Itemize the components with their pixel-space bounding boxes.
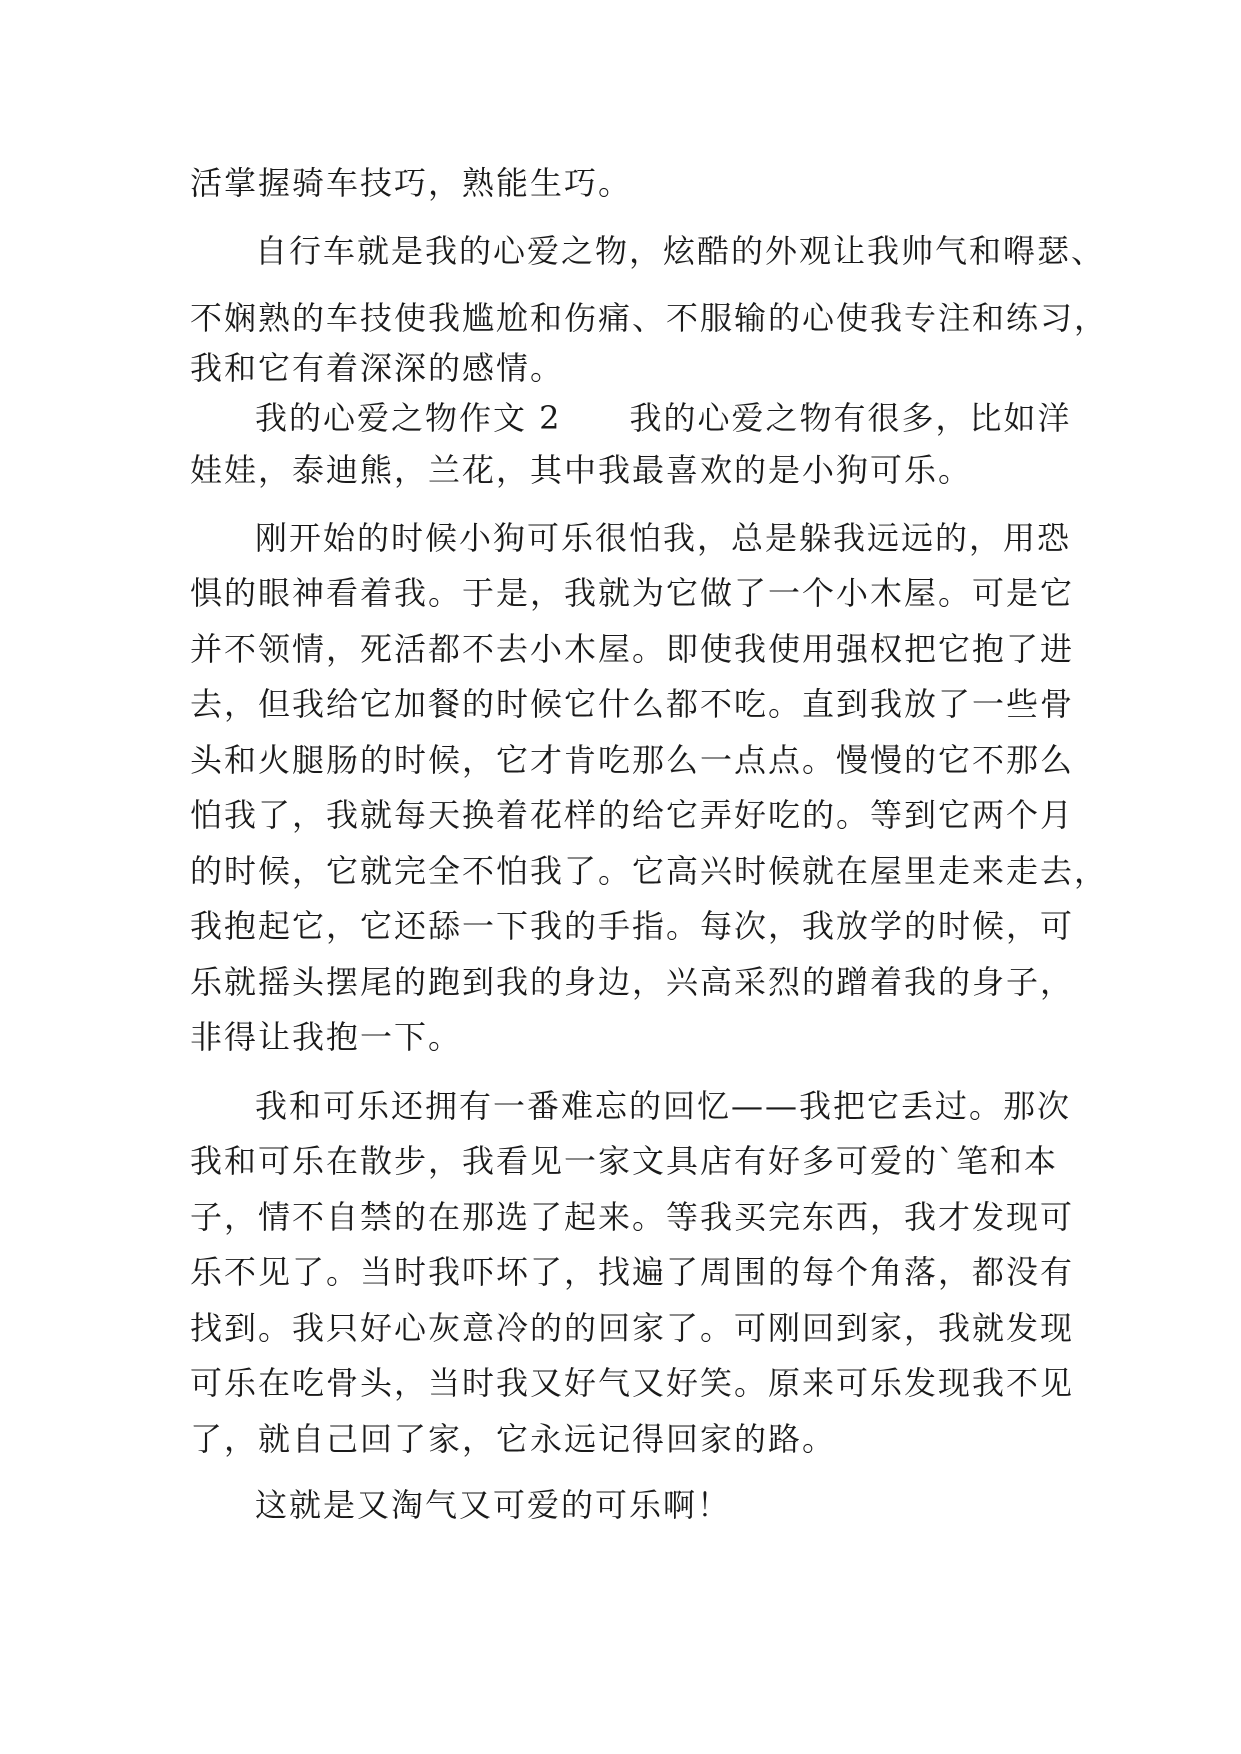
text-line: 不娴熟的车技使我尴尬和伤痛、不服输的心使我专注和练习， [190,299,1109,337]
text-line: 并不领情，死活都不去小木屋。即使我使用强权把它抱了进 [190,630,1075,668]
text-line: 头和火腿肠的时候，它才肯吃那么一点点。慢慢的它不那么 [190,741,1075,779]
paragraph-start-line: 刚开始的时候小狗可乐很怕我，总是躲我远远的，用恐 [255,519,1072,557]
text-line: 去，但我给它加餐的时候它什么都不吃。直到我放了一些骨 [190,685,1075,723]
text-line: 了，就自己回了家，它永远记得回家的路。 [190,1420,837,1458]
text-line: 活掌握骑车技巧，熟能生巧。 [190,164,633,202]
text-line: 怕我了，我就每天换着花样的给它弄好吃的。等到它两个月 [190,796,1075,834]
text-line: 找到。我只好心灰意冷的的回家了。可刚回到家，我就发现 [190,1309,1075,1347]
paragraph-start-line: 自行车就是我的心爱之物，炫酷的外观让我帅气和嘚瑟、 [255,232,1106,270]
text-line: 惧的眼神看着我。于是，我就为它做了一个小木屋。可是它 [190,574,1075,612]
text-line: 乐不见了。当时我吓坏了，找遍了周围的每个角落，都没有 [190,1253,1075,1291]
text-line: 我和它有着深深的感情。 [190,349,565,387]
text-line: 可乐在吃骨头，当时我又好气又好笑。原来可乐发现我不见 [190,1364,1075,1402]
paragraph-start-line: 我和可乐还拥有一番难忘的回忆——我把它丢过。那次 [255,1087,1072,1125]
text-line: 乐就摇头摆尾的跑到我的身边，兴高采烈的蹭着我的身子， [190,963,1075,1001]
text-line: 娃娃，泰迪熊，兰花，其中我最喜欢的是小狗可乐。 [190,451,973,489]
text-line: 我和可乐在散步，我看见一家文具店有好多可爱的`笔和本 [190,1142,1059,1180]
text-line: 子，情不自禁的在那选了起来。等我买完东西，我才发现可 [190,1198,1075,1236]
text-line: 非得让我抱一下。 [190,1018,463,1056]
text-line: 的时候，它就完全不怕我了。它高兴时候就在屋里走来走去， [190,852,1109,890]
text-line: 我抱起它，它还舔一下我的手指。每次，我放学的时候，可 [190,907,1075,945]
paragraph-start-line: 这就是又淘气又可爱的可乐啊！ [255,1486,732,1524]
section-heading-line: 我的心爱之物作文 2 我的心爱之物有很多，比如洋 [255,399,1072,437]
